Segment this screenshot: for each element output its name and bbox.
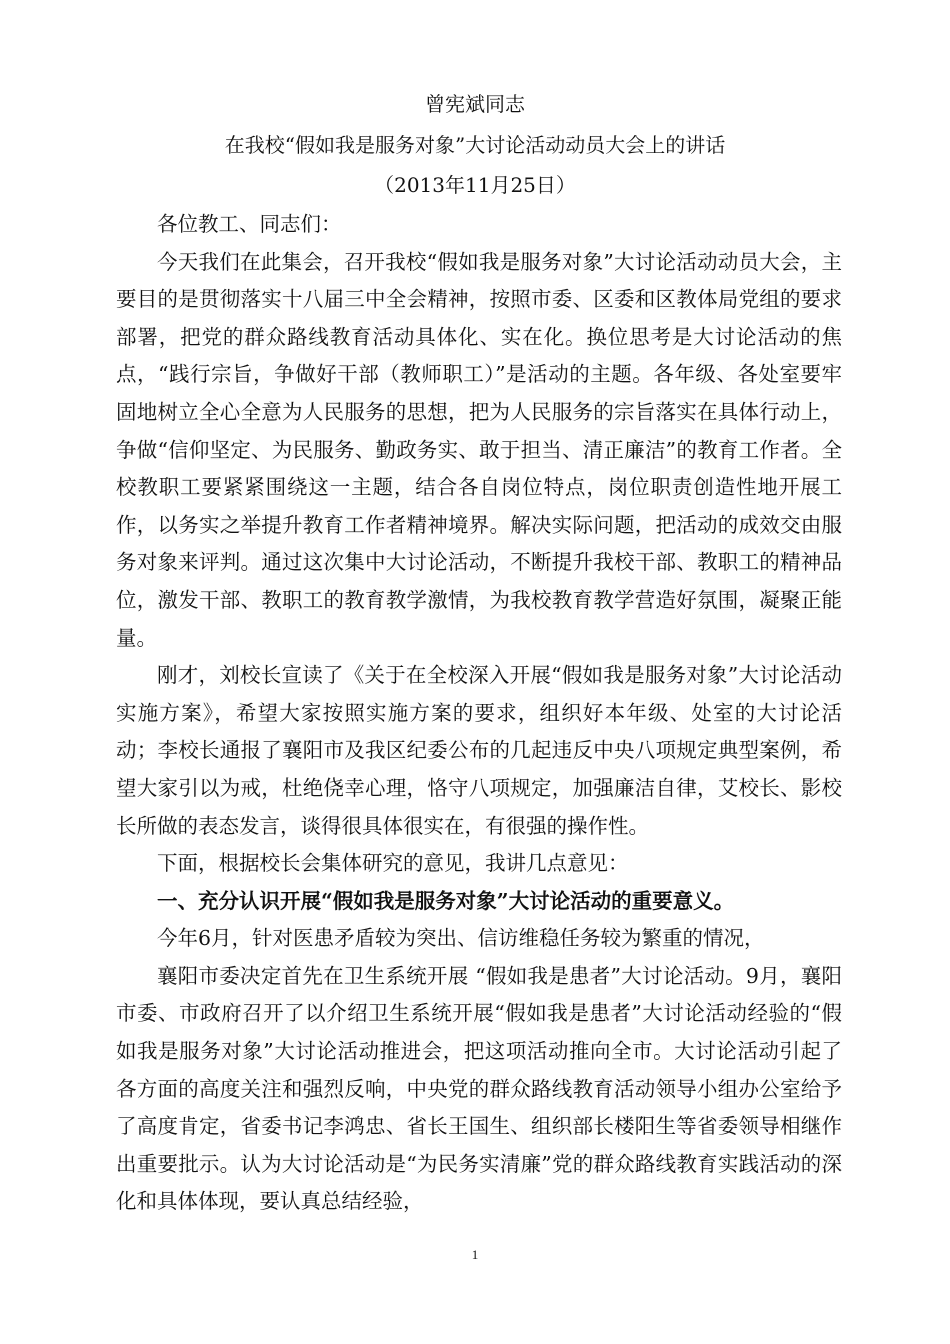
section-heading: 一、充分认识开展“假如我是服务对象”大讨论活动的重要意义。	[157, 888, 735, 913]
body-paragraph: 今天我们在此集会，召开我校“假如我是服务对象”大讨论活动动员大会，主要目的是贯彻落实十八届三中全会精神，按照市委、区委和区教体局党组的要求部署，把党的群众路线教育活动具体化、实在化。换位思考是大讨论活动的焦点，“践行宗旨，争做好干部（教师职工）”是活动的主题。各年级、各处室要牢固地树立全心全意为人民服务的思想，把为人民服务的宗旨落实在具体行动上，争做“信仰坚定、为民服务、勤政务实、敢于担当、清正廉洁”的教育工作者。全校教职工要紧紧围绕这一主题，结合各自岗位特点，岗位职责创造性地开展工作，以务实之举提升教育工作者精神境界。解决实际问题，把活动的成效交由服务对象来评判。通过这次集中大讨论活动，不断提升我校干部、教职工的精神品位，激发干部、教职工的教育教学激情，为我校教育教学营造好氛围，凝聚正能量。	[116, 249, 842, 650]
body-paragraph: 今年6月，针对医患矛盾较为突出、信访维稳任务较为繁重的情况，	[157, 926, 765, 951]
page-number: 1	[471, 1247, 479, 1262]
speech-body	[116, 206, 842, 1221]
body-paragraph: 刚才，刘校长宣读了《关于在全校深入开展“假如我是服务对象”大讨论活动实施方案》，希望大家按照实施方案的要求，组织好本年级、处室的大讨论活动；李校长通报了襄阳市及我区纪委公布的几起违反中央八项规定典型案例，希望大家引以为戒，杜绝侥幸心理，恪守八项规定，加强廉洁自律，艾校长、影校长所做的表态发言，谈得很具体很实在，有很强的操作性。	[116, 663, 842, 838]
speech-title: 在我校“假如我是服务对象”大讨论活动动员大会上的讲话	[224, 133, 726, 157]
body-paragraph: 襄阳市委决定首先在卫生系统开展 “假如我是患者”大讨论活动。9月，襄阳市委、市政府召开了以介绍卫生系统开展“假如我是患者”大讨论活动经验的“假如我是服务对象”大讨论活动推进会，把这项活动推向全市。大讨论活动引起了各方面的高度关注和强烈反响，中央党的群众路线教育活动领导小组办公室给予了高度肯定，省委书记李鸿忠、省长王国生、组织部长楼阳生等省委领导相继作出重要批示。认为大讨论活动是“为民务实清廉”党的群众路线教育实践活动的深化和具体体现，要认真总结经验，	[116, 963, 842, 1214]
speaker-name: 曾宪斌同志	[425, 92, 525, 116]
salutation: 各位教工、同志们：	[157, 212, 342, 236]
body-paragraph: 下面，根据校长会集体研究的意见，我讲几点意见：	[157, 851, 629, 876]
speech-date: （2013年11月25日）	[374, 173, 576, 197]
